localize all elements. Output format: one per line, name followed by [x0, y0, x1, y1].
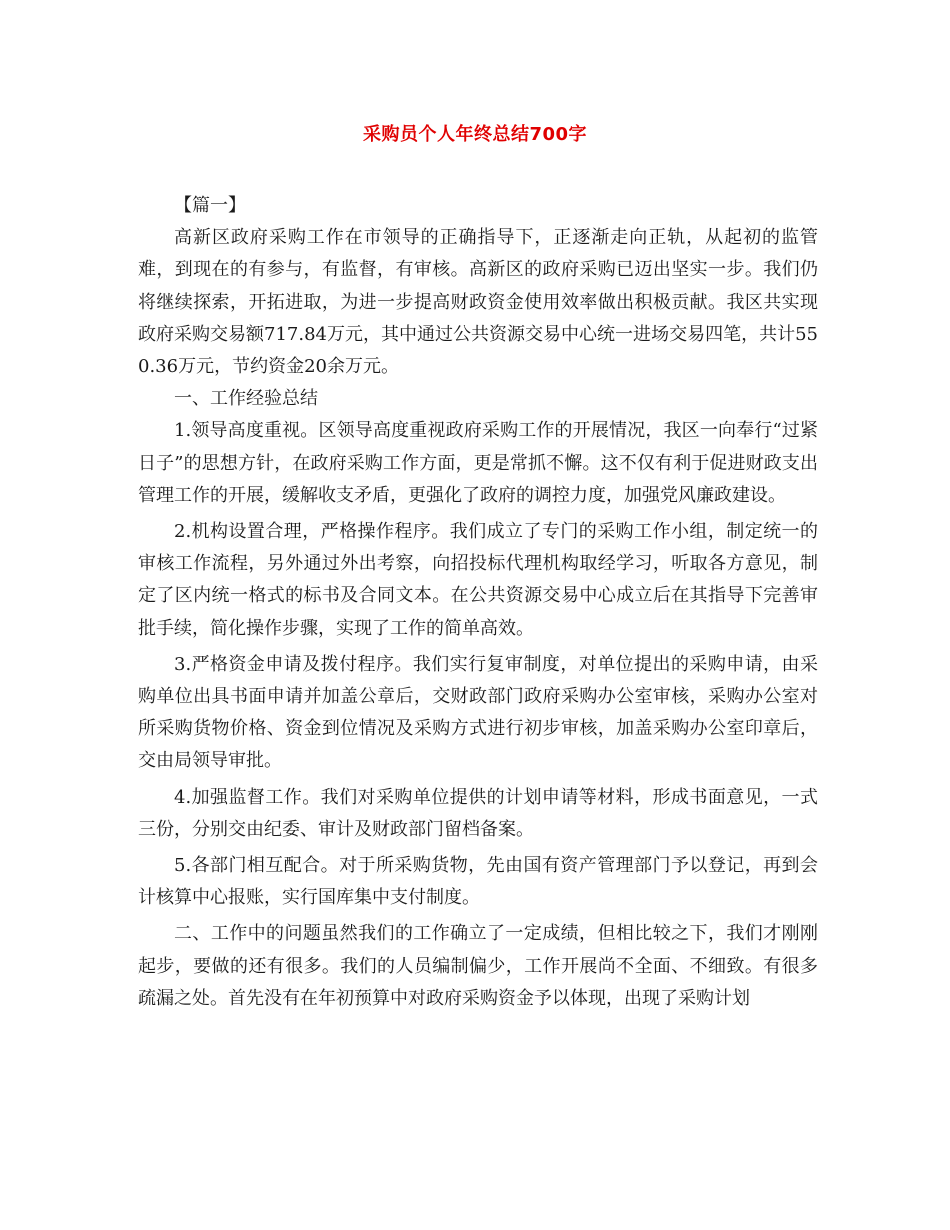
list-item: 4.加强监督工作。我们对采购单位提供的计划申请等材料，形成书面意见，一式三份，分别交由纪委、审计及财政部门留档备案。 [138, 786, 818, 840]
document-title: 采购员个人年终总结700字 [362, 124, 588, 145]
section-tag: 【篇一】 [174, 195, 246, 216]
problems-paragraph: 二、工作中的问题虽然我们的工作确立了一定成绩，但相比较之下，我们才刚刚起步，要做的还有很多。我们的人员编制偏少，工作开展尚不全面、不细致。有很多疏漏之处。首先没有在年初预算中对政府采购资金予以体现，出现了采购计划 [138, 923, 818, 1009]
intro-paragraph: 高新区政府采购工作在市领导的正确指导下，正逐渐走向正轨，从起初的监管难，到现在的有参与，有监督，有审核。高新区的政府采购已迈出坚实一步。我们仍将继续探索，开拓进取，为进一步提高财政资金使用效率做出积极贡献。我区共实现政府采购交易额717.84万元，其中通过公共资源交易中心统一进场交易四笔，共计550.36万元，节约资金20余万元。 [138, 227, 818, 378]
document-body [138, 190, 818, 1015]
list-item: 3.严格资金申请及拨付程序。我们实行复审制度，对单位提出的采购申请，由采购单位出具书面申请并加盖公章后，交财政部门政府采购办公室审核，采购办公室对所采购货物价格、资金到位情况及采购方式进行初步审核，加盖采购办公室印章后，交由局领导审批。 [138, 653, 818, 772]
list-item: 1.领导高度重视。区领导高度重视政府采购工作的开展情况，我区一向奉行“过紧日子”的思想方针，在政府采购工作方面，更是常抓不懈。这不仅有利于促进财政支出管理工作的开展，缓解收支矛盾，更强化了政府的调控力度，加强党风廉政建设。 [138, 420, 818, 506]
list-item: 5.各部门相互配合。对于所采购货物，先由国有资产管理部门予以登记，再到会计核算中心报账，实行国库集中支付制度。 [138, 855, 818, 909]
section-heading: 一、工作经验总结 [174, 388, 318, 410]
list-item: 2.机构设置合理，严格操作程序。我们成立了专门的采购工作小组，制定统一的审核工作流程，另外通过外出考察，向招投标代理机构取经学习，听取各方意见，制定了区内统一格式的标书及合同文本。在公共资源交易中心成立后在其指导下完善审批手续，简化操作步骤，实现了工作的简单高效。 [138, 521, 818, 639]
